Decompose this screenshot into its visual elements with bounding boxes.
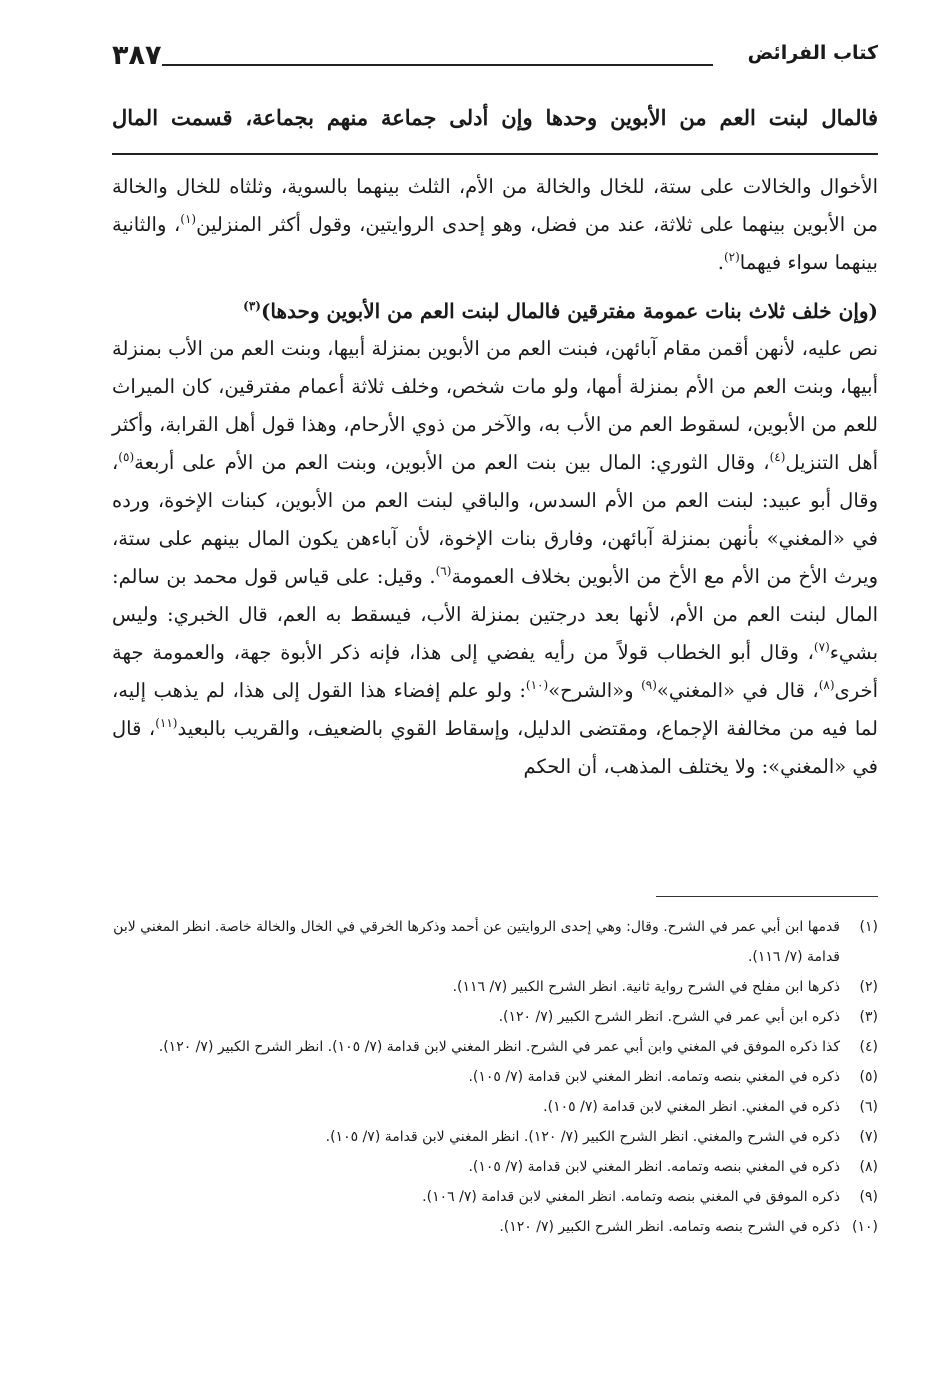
footnote-text: ذكره في الشرح بنصه وتمامه. انظر الشرح الكبير (٧/ ١٢٠). bbox=[499, 1219, 840, 1235]
footnote-text: كذا ذكره الموفق في المغني وابن أبي عمر في الشرح. انظر المغني لابن قدامة (٧/ ١٠٥). انظر الشرح الكبير (٧/ ١٢٠). bbox=[158, 1039, 840, 1055]
footnote-number: (٩) bbox=[859, 1189, 878, 1205]
footnote-text: ذكره في المغني بنصه وتمامه. انظر المغني لابن قدامة (٧/ ١٠٥). bbox=[468, 1159, 840, 1175]
section-heading: (وإن خلف ثلاث بنات عمومة مفترقين فالمال لبنت العم من الأبوين وحدها)$^{(٣)}$ bbox=[243, 299, 878, 323]
footnote-text: ذكره في المغني بنصه وتمامه. انظر المغني لابن قدامة (٧/ ١٠٥). bbox=[468, 1069, 840, 1085]
footnote-ref[interactable]: (٦) bbox=[435, 564, 452, 578]
footnote-number: (٦) bbox=[859, 1099, 878, 1115]
footnote bbox=[112, 1092, 878, 1122]
running-title: كتاب الفرائض bbox=[747, 42, 878, 64]
footnote-ref[interactable]: (٩) bbox=[641, 678, 657, 692]
footnote-number: (٨) bbox=[859, 1159, 878, 1175]
footnote-ref[interactable]: (٣) bbox=[243, 299, 261, 313]
footnote bbox=[112, 1122, 878, 1152]
footnote-number: (٣) bbox=[859, 1009, 878, 1025]
footnote-number: (١) bbox=[859, 919, 878, 935]
footnote-ref[interactable]: (١) bbox=[180, 212, 197, 226]
footnote bbox=[112, 912, 878, 972]
footnote-ref[interactable]: (٨) bbox=[818, 678, 835, 692]
footnote-ref[interactable]: (١١) bbox=[155, 716, 178, 730]
page-header bbox=[112, 40, 878, 74]
footnote bbox=[112, 1032, 878, 1062]
carried-over-line: فالمال لبنت العم من الأبوين وحدها وإن أدلى جماعة منهم بجماعة، قسمت المال bbox=[112, 105, 878, 130]
header-rule bbox=[162, 64, 713, 66]
footnote-text: ذكرها ابن مفلح في الشرح رواية ثانية. انظر الشرح الكبير (٧/ ١١٦). bbox=[452, 979, 840, 995]
paragraph-1: الأخوال والخالات على ستة، للخال والخالة من الأم، الثلث بينهما بالسوية، وثلثاه للخال والخالة من الأبوين بينهما على ثلاثة، عند من فضل، وهو إحدى الروايتين، وقول أكثر المنزلين$^{(١)}$، والثانية بينهما سواء فيهما$^{(٢)}$. bbox=[112, 175, 878, 274]
footnote-text: ذكره في الشرح والمغني. انظر الشرح الكبير (٧/ ١٢٠). انظر المغني لابن قدامة (٧/ ١٠٥). bbox=[325, 1129, 840, 1145]
footnote-text: قدمها ابن أبي عمر في الشرح. وقال: وهي إحدى الروايتين عن أحمد وذكرها الخرقي في الخال والخالة خاصة. انظر المغني لابن قدامة (٧/ ١١٦). bbox=[113, 919, 840, 965]
footnote-number: (٥) bbox=[859, 1069, 878, 1085]
footnote bbox=[112, 1182, 878, 1212]
footnote bbox=[112, 1212, 878, 1242]
footnote-ref[interactable]: (٤) bbox=[769, 450, 786, 464]
footnote bbox=[112, 1152, 878, 1182]
footnote-text: ذكره ابن أبي عمر في الشرح. انظر الشرح الكبير (٧/ ١٢٠). bbox=[498, 1009, 840, 1025]
footnote-number: (٢) bbox=[859, 979, 878, 995]
main-text bbox=[112, 168, 878, 786]
footnote bbox=[112, 1062, 878, 1092]
footnote bbox=[112, 1002, 878, 1032]
footnotes bbox=[112, 912, 878, 1242]
footnote-number: (٤) bbox=[859, 1039, 878, 1055]
footnote bbox=[112, 972, 878, 1002]
footnote-text: ذكره في المغني. انظر المغني لابن قدامة (٧/ ١٠٥). bbox=[543, 1099, 840, 1115]
footnote-rule bbox=[656, 896, 878, 897]
footnote-ref[interactable]: (٢) bbox=[723, 250, 740, 264]
footnote-text: ذكره الموفق في المغني بنصه وتمامه. انظر المغني لابن قدامة (٧/ ١٠٦). bbox=[422, 1189, 840, 1205]
footnote-number: (٧) bbox=[859, 1129, 878, 1145]
footnote-ref[interactable]: (١٠) bbox=[525, 678, 549, 692]
footnote-ref[interactable]: (٥) bbox=[118, 450, 135, 464]
carried-over-rule bbox=[112, 153, 878, 155]
footnote-ref[interactable]: (٧) bbox=[813, 640, 830, 654]
page-number: ٣٨٧ bbox=[112, 40, 162, 71]
footnote-number: (١٠) bbox=[852, 1219, 878, 1235]
paragraph-2: نص عليه، لأنهن أقمن مقام آبائهن، فبنت العم من الأبوين بمنزلة أبيها، وبنت العم من الأب بمنزلة أبيها، وبنت العم من الأم بمنزلة أمها، ولو مات شخص، وخلف ثلاثة أعمام مفترقين، كان الميراث للعم من الأبوين، لسقوط العم من الأب به، والآخر من ذوي الأرحام، وهذا قول أهل القرابة، وأكثر أهل التنزيل$^{(٤)}$، وقال الثوري: المال بين بنت العم من الأبوين، وبنت العم من الأم على أربعة$^{(٥)}$، وقال أبو عبيد: لبنت العم من الأم السدس، والباقي لبنت العم من الأبوين، كبنات الإخوة، ورده في «المغني» بأنهن بمنزلة آبائهن، وفارق بنات الإخوة، لأن آباءهن يكون المال بينهم على ستة، ويرث الأخ من الأم مع الأخ من الأبوين بخلاف العمومة$^{(٦)}$. وقيل: على قياس قول محمد بن سالم: المال لبنت العم من الأم، لأنها بعد درجتين بمنزلة الأب، فيسقط به العم، قال الخبري: وليس بشيء$^{(٧)}$، وقال أبو الخطاب قولاً من رأيه يفضي إلى هذا، فإنه ذكر الأبوة جهة، والعمومة جهة أخرى$^{(٨)}$، قال في «المغني»$^{(٩)}$ و«الشرح»$^{(١٠)}$: ولو علم إفضاء هذا القول إلى هذا، لم يذهب إليه، لما فيه من مخالفة الإجماع، ومقتضى الدليل، وإسقاط القوي بالضعيف، والقريب بالبعيد$^{(١١)}$، قال في «المغني»: ولا يختلف المذهب، أن الحكم bbox=[112, 337, 879, 778]
